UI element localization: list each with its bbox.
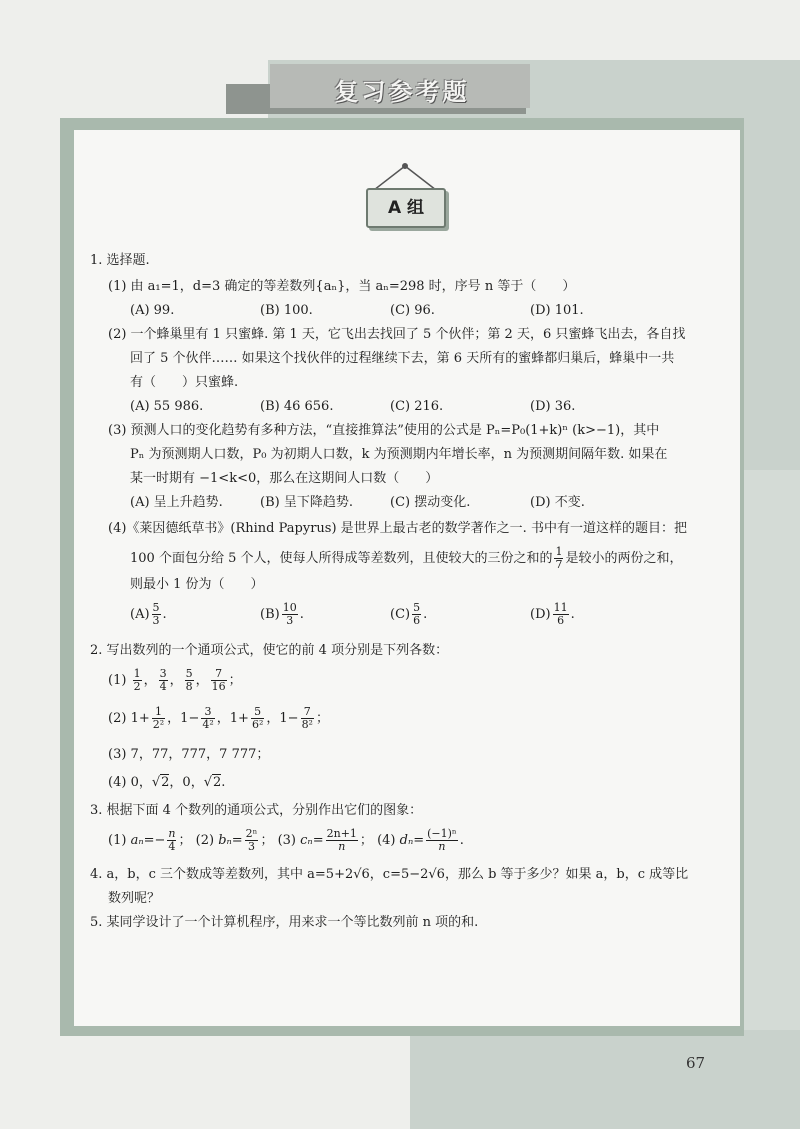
q1-p4-options — [130, 602, 690, 632]
option-label: (B) — [260, 607, 280, 622]
fraction — [412, 602, 421, 627]
option: (C) 216. — [390, 399, 444, 414]
q1-p3-line: (3) 预测人口的变化趋势有多种方法，“直接推算法”使用的公式是 Pₙ=P₀(1+k)ⁿ (k>−1)，其中 — [108, 423, 660, 438]
text-run: 是较小的两份之和， — [565, 551, 683, 566]
item-label: (4) — [377, 833, 396, 848]
option: (A) 呈上升趋势. — [130, 495, 223, 510]
sqrt-radicand: 2 — [213, 775, 222, 790]
fraction — [554, 546, 563, 571]
item-label: (3) — [277, 833, 297, 848]
fraction-numerator: 11 — [553, 601, 568, 614]
q2-p2: (2) 1+ $\frac{1}{\text{2²}}$ ，1− $\frac{3}{\text{4²}}$ ，1+ $\frac{5}{\text{6²}}$ ，1− $\frac{7}{\text{8²}}$ ； — [108, 705, 329, 731]
fraction-numerator: n — [168, 827, 176, 840]
q1-p2-line: 有（ ）只蜜蜂. — [130, 375, 239, 390]
fraction — [301, 706, 314, 731]
q2-p3: (3) 7，77，777，7 777； — [108, 747, 270, 762]
option: (C) 摆动变化. — [390, 495, 471, 510]
option: (A) $\frac{5}{3}$ . — [130, 601, 167, 627]
fraction-numerator: 7 — [301, 706, 314, 719]
group-sign — [360, 160, 450, 240]
item-label: (4) — [108, 775, 127, 790]
option: (A) 99. — [130, 303, 175, 318]
option: (D) 101. — [530, 303, 584, 318]
fraction-denominator: 3 — [152, 614, 160, 627]
fraction-denominator: 6 — [413, 614, 421, 627]
fraction-numerator: 5 — [152, 601, 160, 614]
formula-lhs: aₙ=− — [130, 833, 166, 848]
fraction-denominator: 2² — [152, 718, 165, 731]
fraction-denominator: 16 — [211, 680, 226, 693]
fraction-denominator: 6 — [557, 614, 565, 627]
fraction — [167, 828, 176, 853]
fraction — [326, 828, 358, 853]
option-label: (A) — [130, 607, 150, 622]
q1-p4-line: (4)《莱因德纸草书》(Rhind Papyrus) 是世界上最古老的数学著作之一. 书中有一道这样的题目：把 — [108, 521, 687, 536]
fraction-denominator: 6² — [251, 718, 264, 731]
separator: ； — [260, 833, 274, 848]
seq-term: 0， — [130, 775, 152, 790]
q3-heading: 3. 根据下面 4 个数列的通项公式，分别作出它们的图象： — [90, 803, 423, 818]
fraction — [152, 706, 165, 731]
option: (B) $\frac{10}{3}$ . — [260, 601, 304, 627]
fraction-denominator: 8² — [301, 718, 313, 731]
q2-heading: 2. 写出数列的一个通项公式，使它的前 4 项分别是下列各数： — [90, 643, 449, 658]
formula-lhs: bₙ= — [218, 833, 243, 848]
fraction-numerator: 2ⁿ — [245, 827, 258, 840]
option: (A) 55 986. — [130, 399, 204, 414]
item-label: (1) — [108, 833, 127, 848]
fraction-denominator: 3 — [248, 840, 256, 853]
term-prefix: 1+ — [130, 711, 150, 726]
page-title: 复习参考题 — [334, 78, 470, 106]
fraction-numerator: (−1)ⁿ — [427, 827, 457, 840]
formula-lhs: cₙ= — [300, 833, 324, 848]
group-label: A 组 — [366, 188, 446, 228]
fraction-numerator: 1 — [133, 667, 141, 680]
option: (B) 46 656. — [260, 399, 334, 414]
fraction-numerator: 2n+1 — [326, 827, 357, 840]
q4-line: 4. a，b，c 三个数成等差数列，其中 a=5+2√6，c=5−2√6，那么 b 等于多少？如果 a，b，c 成等比 — [90, 867, 689, 882]
fraction-denominator: 7 — [555, 558, 563, 571]
fraction-numerator: 5 — [185, 667, 193, 680]
separator: . — [459, 833, 464, 848]
option: (C) 96. — [390, 303, 435, 318]
q1-p3-line: 某一时期有 −1<k<0，那么在这期间人口数（ ） — [130, 471, 439, 486]
option: (D) $\frac{11}{6}$ . — [530, 601, 575, 627]
fraction — [211, 668, 227, 693]
q4-line: 数列呢？ — [108, 891, 161, 906]
text-run: 100 个面包分给 5 个人，使每人所得成等差数列，且使较大的三份之和的 — [130, 551, 553, 566]
fraction-numerator: 1 — [555, 545, 563, 558]
q1-p3-line: Pₙ 为预测期人口数，P₀ 为初期人口数，k 为预测期内年增长率，n 为预测期间隔年数. 如果在 — [130, 447, 668, 462]
fraction — [282, 602, 298, 627]
item-label: (2) — [108, 711, 127, 726]
page-number: 67 — [686, 1054, 706, 1072]
q1-p2-line: 回了 5 个伙伴…… 如果这个找伙伴的过程继续下去，第 6 天所有的蜜蜂都归巢后，蜂巢中一共 — [130, 351, 675, 366]
fraction — [159, 668, 168, 693]
option-label: (C) — [390, 607, 411, 622]
q1-p4-line2 — [130, 546, 683, 571]
q2-p1: (1) $\frac{1}{2}$ ， $\frac{3}{4}$ ， $\frac{5}{8}$ ， $\frac{7}{16}$ ； — [108, 667, 242, 693]
fraction-numerator: 5 — [413, 601, 421, 614]
fraction-denominator: 2 — [133, 680, 141, 693]
fraction-numerator: 10 — [282, 601, 297, 614]
fraction — [152, 602, 161, 627]
fraction-denominator: 8 — [185, 680, 193, 693]
fraction-numerator: 3 — [201, 706, 214, 719]
fraction-denominator: 4 — [168, 840, 176, 853]
seq-term: . — [221, 775, 226, 790]
separator: ； — [359, 833, 373, 848]
term-prefix: 1− — [279, 711, 299, 726]
fraction — [245, 828, 259, 853]
q1-p2-line: (2) 一个蜂巢里有 1 只蜜蜂. 第 1 天，它飞出去找回了 5 个伙伴；第 2 天，6 只蜜蜂飞出去，各自找 — [108, 327, 686, 342]
fraction-denominator: n — [438, 840, 446, 853]
option: (C) $\frac{5}{6}$ . — [390, 601, 428, 627]
item-label: (1) — [108, 673, 127, 688]
q5-text: 5. 某同学设计了一个计算机程序，用来求一个等比数列前 n 项的和. — [90, 915, 479, 930]
item-label: (2) — [195, 833, 215, 848]
fraction-numerator: 5 — [251, 706, 264, 719]
decor-band-right-mid — [740, 470, 800, 1030]
term-prefix: 1− — [180, 711, 200, 726]
q1-p1-text: (1) 由 a₁=1，d=3 确定的等差数列{aₙ}，当 aₙ=298 时，序号 n 等于（ ） — [108, 279, 576, 294]
fraction-numerator: 1 — [152, 706, 165, 719]
separator: ； — [178, 833, 192, 848]
decor-band-bottom — [410, 1030, 800, 1129]
q3-items — [108, 828, 464, 853]
fraction-denominator: 3 — [286, 614, 294, 627]
option: (D) 36. — [530, 399, 576, 414]
fraction-denominator: 4 — [159, 680, 167, 693]
option: (B) 呈下降趋势. — [260, 495, 353, 510]
fraction-denominator: n — [338, 840, 346, 853]
formula-lhs: dₙ= — [399, 833, 425, 848]
q2-p4: (4) 0，√2，0，√2. — [108, 775, 226, 790]
sqrt-radicand: 2 — [161, 775, 170, 790]
seq-term: ，0， — [169, 775, 204, 790]
fraction — [201, 706, 214, 731]
fraction — [553, 602, 569, 627]
option: (D) 不变. — [530, 495, 585, 510]
fraction — [185, 668, 194, 693]
term-prefix: 1+ — [229, 711, 249, 726]
option: (B) 100. — [260, 303, 313, 318]
fraction — [426, 828, 458, 853]
fraction-numerator: 3 — [159, 667, 167, 680]
fraction-numerator: 7 — [211, 668, 227, 681]
q1-p4-line: 则最小 1 份为（ ） — [130, 577, 264, 592]
fraction — [251, 706, 264, 731]
option-label: (D) — [530, 607, 551, 622]
q1-heading: 1. 选择题. — [90, 253, 150, 268]
fraction-denominator: 4² — [202, 718, 214, 731]
fraction — [133, 668, 142, 693]
